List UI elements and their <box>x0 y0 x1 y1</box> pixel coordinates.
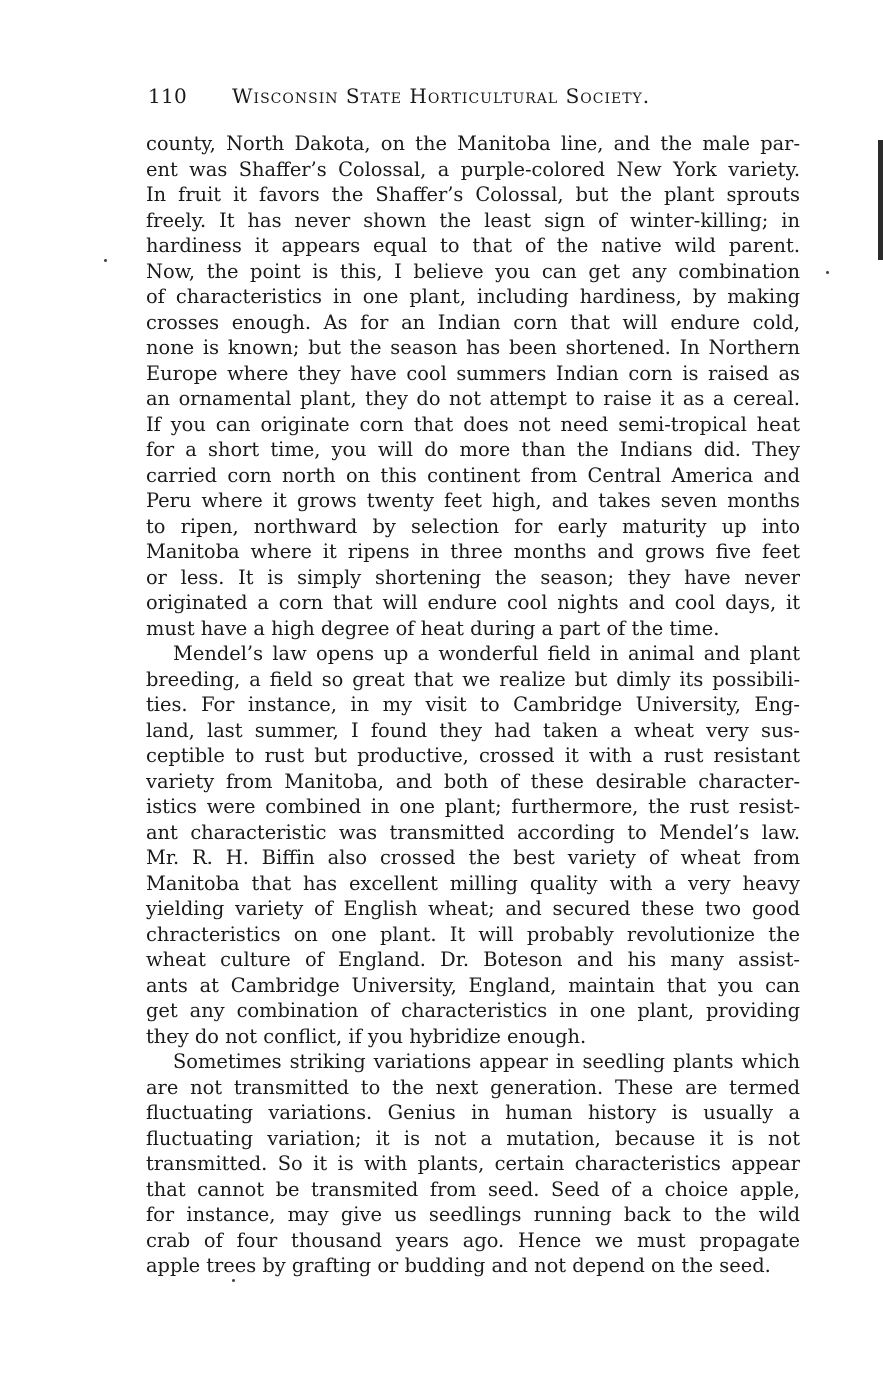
text-line: variety from Manitoba, and both of these desirable character- <box>146 769 800 793</box>
text-line: If you can originate corn that does not need semi-tropical heat <box>146 412 800 436</box>
text-line: freely. It has never shown the least sign of winter-killing; in <box>146 208 800 232</box>
text-line: fluctuating variations. Genius in human history is usually a <box>146 1101 800 1124</box>
text-line: wheat culture of England. Dr. Boteson and his many assist- <box>146 948 800 971</box>
text-line: of characteristics in one plant, including hardiness, by making <box>146 285 800 308</box>
text-line: or less. It is simply shortening the season; they have never <box>146 565 800 589</box>
text-line: Manitoba that has excellent milling quality with a very heavy <box>146 871 800 895</box>
text-line: land, last summer, I found they had taken a wheat very sus- <box>146 718 800 742</box>
page-number: 110 <box>148 84 188 108</box>
text-line: hardiness it appears equal to that of the native wild parent. <box>146 234 800 257</box>
text-line: transmitted. So it is with plants, certain characteristics appear <box>146 1152 800 1175</box>
text-line: originated a corn that will endure cool nights and cool days, it <box>146 591 800 614</box>
text-line: they do not conflict, if you hybridize enough. <box>146 1024 587 1048</box>
text-line: crosses enough. As for an Indian corn that will endure cold, <box>146 310 800 334</box>
text-line: ent was Shaffer’s Colossal, a purple-colored New York variety. <box>146 157 800 181</box>
page-edge-shadow <box>878 140 883 260</box>
page-header <box>148 80 808 120</box>
text-line: Peru where it grows twenty feet high, and takes seven months <box>146 489 800 512</box>
text-line: chracteristics on one plant. It will probably revolutionize the <box>146 922 800 946</box>
text-line: Now, the point is this, I believe you can get any combination <box>146 259 800 283</box>
text-line: ant characteristic was transmitted according to Mendel’s law. <box>146 820 800 844</box>
text-line: carried corn north on this continent from Central America and <box>146 463 800 487</box>
running-title: Wisconsin State Horticultural Society. <box>232 84 651 108</box>
speck-mark <box>104 259 107 262</box>
text-line: are not transmitted to the next generation. These are termed <box>146 1075 800 1099</box>
text-line: an ornamental plant, they do not attempt to raise it as a cereal. <box>146 387 800 410</box>
paragraph <box>146 1049 800 1279</box>
speck-mark <box>826 271 829 274</box>
text-line: ants at Cambridge University, England, maintain that you can <box>146 973 800 997</box>
text-line: Manitoba where it ripens in three months and grows five feet <box>146 540 800 563</box>
text-line: none is known; but the season has been shortened. In Northern <box>146 336 800 359</box>
text-line: must have a high degree of heat during a part of the time. <box>146 616 720 640</box>
text-line: Sometimes striking variations appear in seedling plants which <box>173 1050 800 1073</box>
text-line: yielding variety of English wheat; and secured these two good <box>146 897 800 920</box>
text-line: for a short time, you will do more than the Indians did. They <box>146 438 800 461</box>
paragraph <box>146 641 800 1049</box>
text-line: istics were combined in one plant; furthermore, the rust resist- <box>146 795 800 818</box>
text-line: Mr. R. H. Biffin also crossed the best variety of wheat from <box>146 846 800 869</box>
text-line: fluctuating variation; it is not a mutation, because it is not <box>146 1126 800 1150</box>
body-text <box>146 131 800 1279</box>
text-line: apple trees by grafting or budding and not depend on the seed. <box>146 1254 771 1277</box>
text-line: to ripen, northward by selection for early maturity up into <box>146 514 800 538</box>
text-line: breeding, a field so great that we realize but dimly its possibili- <box>146 667 800 691</box>
text-line: ceptible to rust but productive, crossed it with a rust resistant <box>146 744 800 767</box>
text-line: county, North Dakota, on the Manitoba line, and the male par- <box>146 132 800 155</box>
text-line: Mendel’s law opens up a wonderful field in animal and plant <box>173 642 800 665</box>
text-line: crab of four thousand years ago. Hence we must propagate <box>146 1228 800 1252</box>
paragraph <box>146 131 800 641</box>
text-line: Europe where they have cool summers Indian corn is raised as <box>146 361 800 385</box>
text-line: for instance, may give us seedlings running back to the wild <box>146 1203 800 1226</box>
text-line: ties. For instance, in my visit to Cambridge University, Eng- <box>146 693 800 716</box>
text-line: that cannot be transmited from seed. Seed of a choice apple, <box>146 1177 800 1201</box>
text-line: get any combination of characteristics in one plant, providing <box>146 999 800 1022</box>
speck-mark <box>232 1279 235 1282</box>
text-line: In fruit it favors the Shaffer’s Colossal, but the plant sprouts <box>146 183 800 206</box>
